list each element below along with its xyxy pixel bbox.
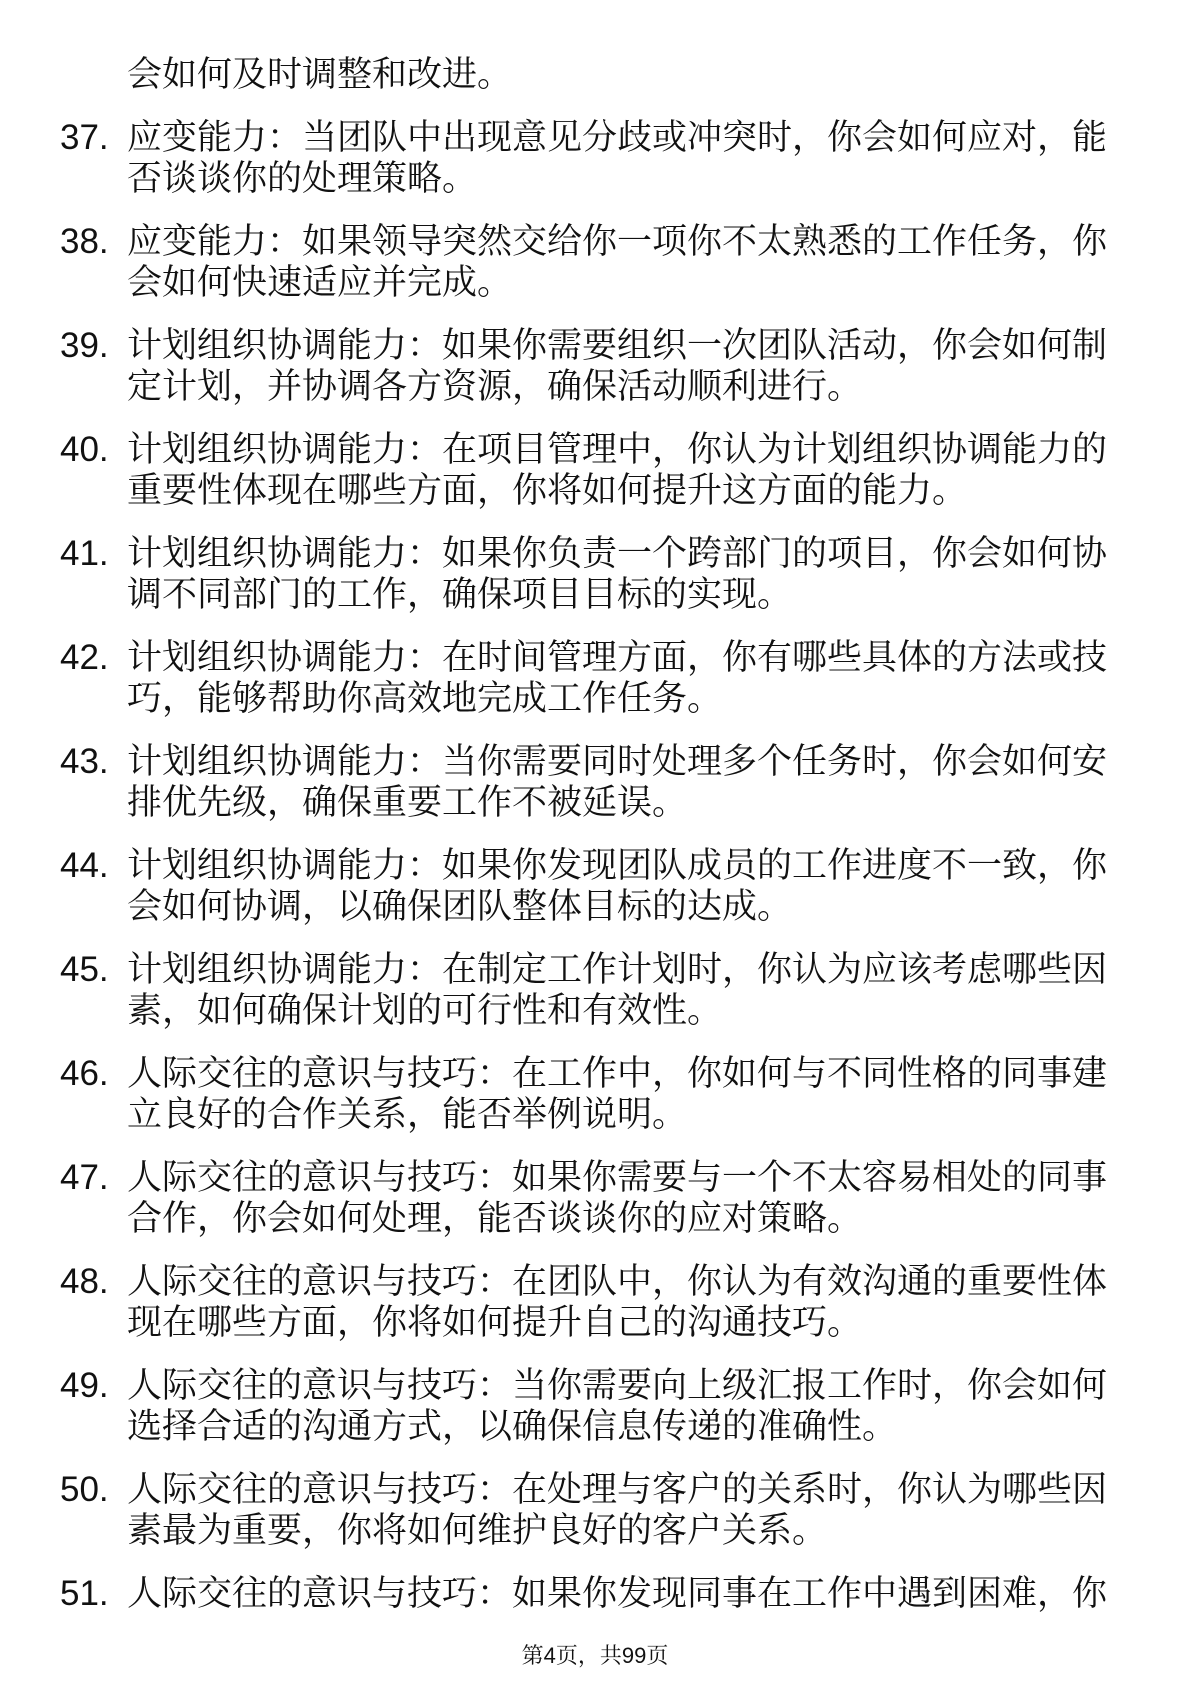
question-text-line: 现在哪些方面，你将如何提升自己的沟通技巧。 <box>127 1303 863 1342</box>
question-item <box>60 117 1120 199</box>
question-text-line: 人际交往的意识与技巧：在处理与客户的关系时，你认为哪些因 <box>127 1470 1108 1509</box>
question-text <box>127 1365 1117 1447</box>
question-item <box>60 1573 1120 1614</box>
question-number: 48. <box>60 1262 109 1301</box>
question-text-line: 否谈谈你的处理策略。 <box>127 159 478 198</box>
question-text <box>127 637 1117 719</box>
question-item <box>60 533 1120 615</box>
question-number: 42. <box>60 638 109 677</box>
question-text-line: 人际交往的意识与技巧：当你需要向上级汇报工作时，你会如何 <box>127 1366 1108 1405</box>
question-text <box>127 533 1117 615</box>
question-item <box>60 1157 1120 1239</box>
question-text-line: 排优先级，确保重要工作不被延误。 <box>127 783 688 822</box>
question-text <box>127 325 1117 407</box>
question-text-line: 人际交往的意识与技巧：在工作中，你如何与不同性格的同事建 <box>127 1054 1108 1093</box>
question-text-line: 计划组织协调能力：在项目管理中，你认为计划组织协调能力的 <box>127 430 1108 469</box>
question-text-line: 调不同部门的工作，确保项目目标的实现。 <box>127 575 793 614</box>
question-number: 41. <box>60 534 109 573</box>
question-text <box>127 1469 1117 1551</box>
question-item <box>60 637 1120 719</box>
question-item <box>60 1261 1120 1343</box>
question-text-line: 选择合适的沟通方式，以确保信息传递的准确性。 <box>127 1407 898 1446</box>
question-text-line: 人际交往的意识与技巧：如果你需要与一个不太容易相处的同事 <box>127 1158 1108 1197</box>
question-number: 51. <box>60 1574 109 1613</box>
question-number: 39. <box>60 326 109 365</box>
question-item <box>60 1053 1120 1135</box>
question-number: 38. <box>60 222 109 261</box>
question-number: 37. <box>60 118 109 157</box>
question-text <box>127 949 1117 1031</box>
question-text <box>127 1157 1117 1239</box>
question-item <box>60 741 1120 823</box>
question-number: 43. <box>60 742 109 781</box>
question-text <box>127 1573 1117 1614</box>
question-text-line: 素最为重要，你将如何维护良好的客户关系。 <box>127 1511 828 1550</box>
question-continuation-text: 会如何及时调整和改进。 <box>127 55 513 94</box>
question-text-line: 重要性体现在哪些方面，你将如何提升这方面的能力。 <box>127 471 968 510</box>
question-text-line: 计划组织协调能力：在时间管理方面，你有哪些具体的方法或技 <box>127 638 1108 677</box>
page-footer: 第4页，共99页 <box>521 1643 669 1668</box>
question-text-line: 定计划，并协调各方资源，确保活动顺利进行。 <box>127 367 863 406</box>
question-text-line: 计划组织协调能力：当你需要同时处理多个任务时，你会如何安 <box>127 742 1108 781</box>
question-item <box>60 1365 1120 1447</box>
question-item <box>60 429 1120 511</box>
question-item <box>60 845 1120 927</box>
question-text-line: 应变能力：如果领导突然交给你一项你不太熟悉的工作任务，你 <box>127 222 1108 261</box>
question-text-line: 人际交往的意识与技巧：在团队中，你认为有效沟通的重要性体 <box>127 1262 1108 1301</box>
question-number: 50. <box>60 1470 109 1509</box>
question-number: 46. <box>60 1054 109 1093</box>
question-text-line: 合作，你会如何处理，能否谈谈你的应对策略。 <box>127 1199 863 1238</box>
question-list <box>60 54 1120 1614</box>
question-number: 44. <box>60 846 109 885</box>
question-text-line: 会如何快速适应并完成。 <box>127 263 513 302</box>
question-item <box>60 1469 1120 1551</box>
question-text <box>127 845 1117 927</box>
question-item <box>60 325 1120 407</box>
question-text-line: 人际交往的意识与技巧：如果你发现同事在工作中遇到困难，你 <box>127 1574 1108 1613</box>
question-text-line: 计划组织协调能力：如果你需要组织一次团队活动，你会如何制 <box>127 326 1108 365</box>
question-item <box>60 949 1120 1031</box>
question-number: 45. <box>60 950 109 989</box>
question-text <box>127 1261 1117 1343</box>
question-text-line: 计划组织协调能力：在制定工作计划时，你认为应该考虑哪些因 <box>127 950 1108 989</box>
question-text-line: 会如何协调，以确保团队整体目标的达成。 <box>127 887 793 926</box>
question-text-line: 应变能力：当团队中出现意见分歧或冲突时，你会如何应对，能 <box>127 118 1108 157</box>
question-text <box>127 117 1117 199</box>
question-item <box>60 221 1120 303</box>
question-text-line: 素，如何确保计划的可行性和有效性。 <box>127 991 723 1030</box>
question-text-line: 立良好的合作关系，能否举例说明。 <box>127 1095 688 1134</box>
question-text-line: 计划组织协调能力：如果你发现团队成员的工作进度不一致，你 <box>127 846 1108 885</box>
question-text <box>127 1053 1117 1135</box>
question-text <box>127 429 1117 511</box>
question-text-line: 计划组织协调能力：如果你负责一个跨部门的项目，你会如何协 <box>127 534 1108 573</box>
question-number: 49. <box>60 1366 109 1405</box>
question-text <box>127 741 1117 823</box>
question-text-line: 巧，能够帮助你高效地完成工作任务。 <box>127 679 723 718</box>
question-number: 47. <box>60 1158 109 1197</box>
question-number: 40. <box>60 430 109 469</box>
question-text <box>127 221 1117 303</box>
